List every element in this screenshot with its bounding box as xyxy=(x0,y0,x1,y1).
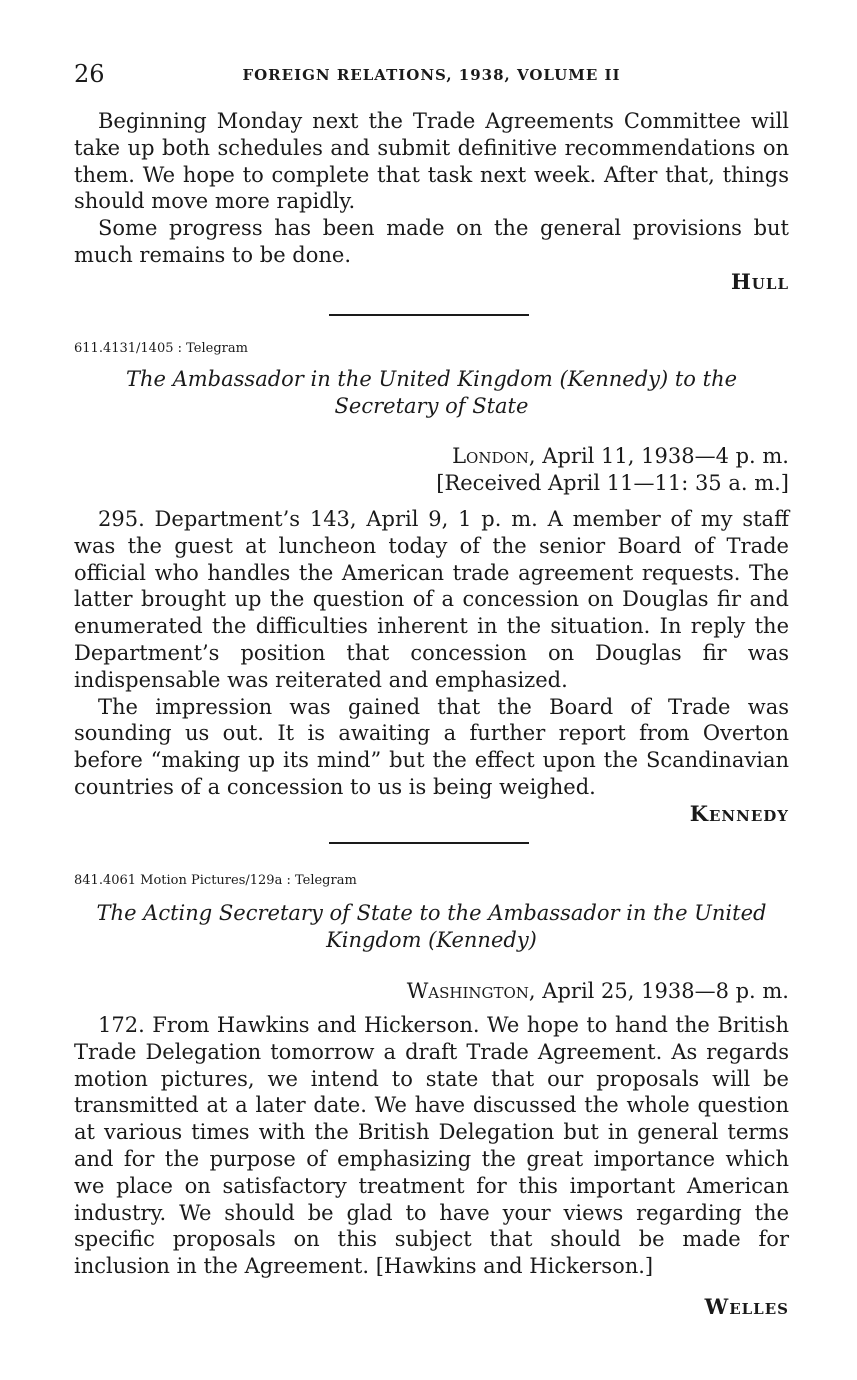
signature-welles: Welles xyxy=(704,1293,789,1319)
dateline xyxy=(407,978,789,1005)
section-separator xyxy=(329,842,529,844)
top-paragraph-1: Beginning Monday next the Trade Agreements Committee will take up both schedules and submit definitive recommendations on them. We hope to complete that task next week. After that, things should move more rapidly. xyxy=(74,109,789,214)
doc1-paragraph-2: The impression was gained that the Board of Trade was sounding us out. It is awaiting a further report from Overton before “making up its mind” but the effect upon the Scandinavian countries of a concession to us is being weighed. xyxy=(74,694,789,799)
signature-hull: Hull xyxy=(730,268,789,294)
document-title: The Ambassador in the United Kingdom (Kennedy) to the Secretary of State xyxy=(125,367,738,418)
file-reference: 841.4061 Motion Pictures/129a : Telegram xyxy=(74,873,357,888)
section-separator xyxy=(329,314,529,316)
file-reference: 611.4131/1405 : Telegram xyxy=(74,341,248,356)
dateline-date: April 11, 1938—4 p. m. xyxy=(542,444,789,468)
doc2-paragraph-1: 172. From Hawkins and Hickerson. We hope to hand the British Trade Delegation tomorrow a draft Trade Agreement. As regards motion pictures, we intend to state that our proposals will be transmitted at a later date. We have discussed the whole question at various times with the British Delegation but in general terms and for the purpose of emphasizing the great importance which we place on satisfactory treatment for this important American industry. We should be glad to have your views regarding the specific proposals on this subject that should be made for inclusion in the Agreement. [Hawkins and Hickerson.] xyxy=(74,1013,789,1279)
document-title: The Acting Secretary of State to the Ambassador in the United Kingdom (Kennedy) xyxy=(96,901,767,952)
doc2-body xyxy=(74,1012,789,1321)
received-note: [Received April 11—11: 35 a. m.] xyxy=(436,471,789,495)
top-paragraph-2: Some progress has been made on the general provisions but much remains to be done. xyxy=(74,216,789,267)
page-number: 26 xyxy=(74,60,105,88)
signature-kennedy: Kennedy xyxy=(689,800,789,826)
dateline xyxy=(436,443,789,497)
doc1-body xyxy=(74,506,789,828)
top-section xyxy=(74,108,789,296)
doc1-paragraph-1: 295. Department’s 143, April 9, 1 p. m. A member of my staff was the guest at luncheon today of the senior Board of Trade official who handles the American trade agreement requests. The latter brought up the question of a concession on Douglas fir and enumerated the difficulties inherent in the situation. In reply the Department’s position that concession on Douglas fir was indispensable was reiterated and emphasized. xyxy=(74,507,789,692)
dateline-date: April 25, 1938—8 p. m. xyxy=(542,979,789,1003)
dateline-place: London, xyxy=(452,444,536,468)
running-head: FOREIGN RELATIONS, 1938, VOLUME II xyxy=(242,66,621,84)
dateline-place: Washington, xyxy=(406,979,536,1003)
page-header xyxy=(74,60,789,90)
